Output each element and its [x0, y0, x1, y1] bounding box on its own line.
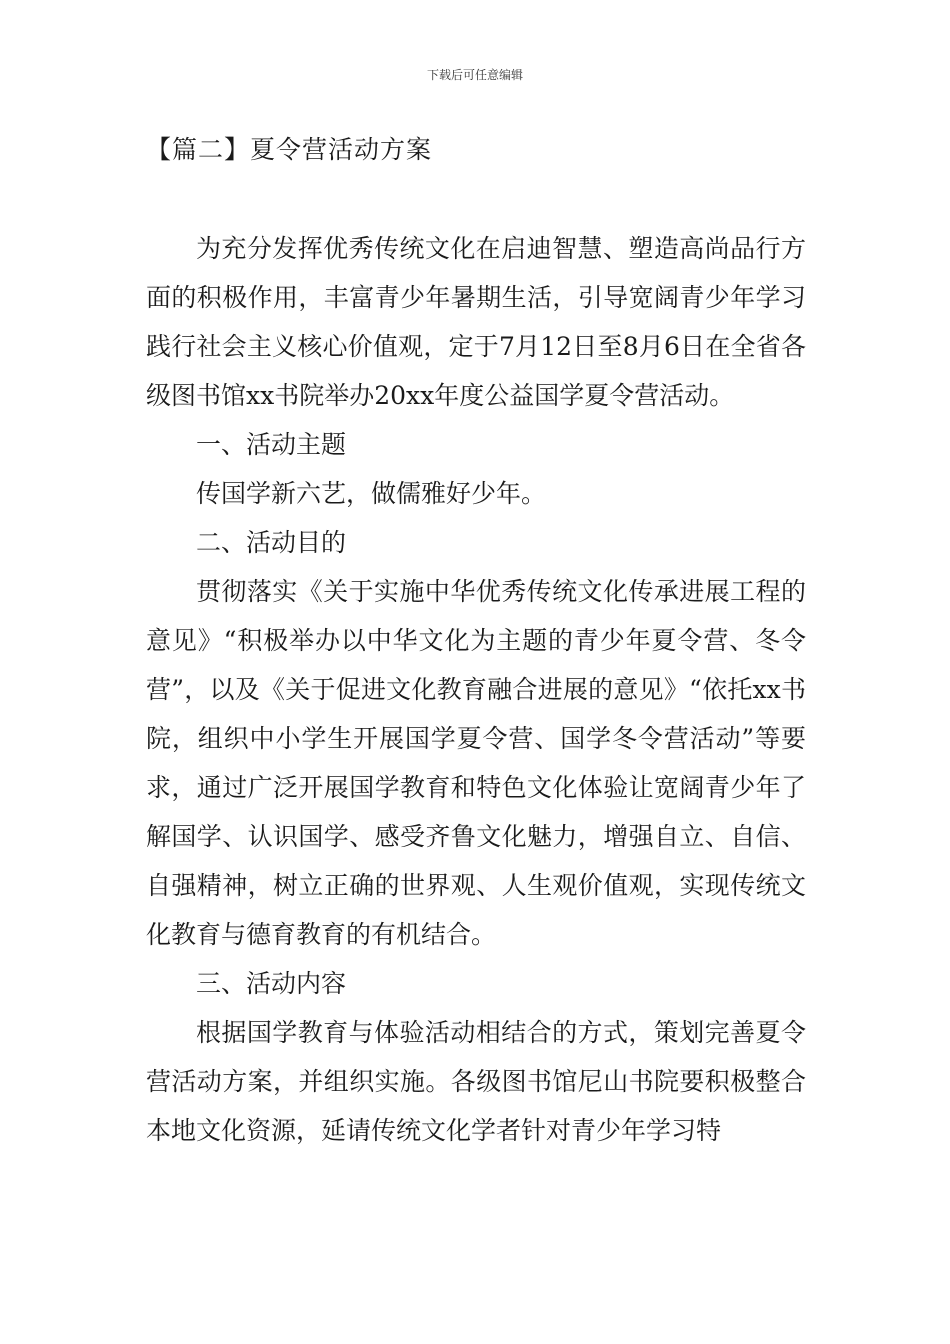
section-heading-content: 三、活动内容 — [196, 969, 347, 998]
purpose-paragraph: 贯彻落实《关于实施中华优秀传统文化传承进展工程的意见》“积极举办以中华文化为主题的青少年夏令营、冬令营”，以及《关于促进文化教育融合进展的意见》“依托xx书院，组织中小学生开展国学夏令营、国学冬令营活动”等要求，通过广泛开展国学教育和特色文化体验让宽阔青少年了解国学、认识国学、感受齐鲁文化魅力，增强自立、自信、自强精神，树立正确的世界观、人生观价值观，实现传统文化教育与德育教育的有机结合。 — [146, 577, 806, 949]
document-body — [146, 224, 806, 1155]
document-title: 【篇二】夏令营活动方案 — [146, 135, 433, 164]
section-heading-theme: 一、活动主题 — [196, 430, 347, 459]
section-heading-purpose: 二、活动目的 — [196, 528, 347, 557]
intro-paragraph: 为充分发挥优秀传统文化在启迪智慧、塑造高尚品行方面的积极作用，丰富青少年暑期生活，引导宽阔青少年学习践行社会主义核心价值观，定于7月12日至8月6日在全省各级图书馆xx书院举办20xx年度公益国学夏令营活动。 — [146, 234, 806, 410]
theme-paragraph: 传国学新六艺，做儒雅好少年。 — [196, 479, 547, 508]
content-paragraph: 根据国学教育与体验活动相结合的方式，策划完善夏令营活动方案，并组织实施。各级图书馆尼山书院要积极整合本地文化资源，延请传统文化学者针对青少年学习特 — [146, 1018, 806, 1145]
page-header-note: 下载后可任意编辑 — [426, 68, 523, 82]
